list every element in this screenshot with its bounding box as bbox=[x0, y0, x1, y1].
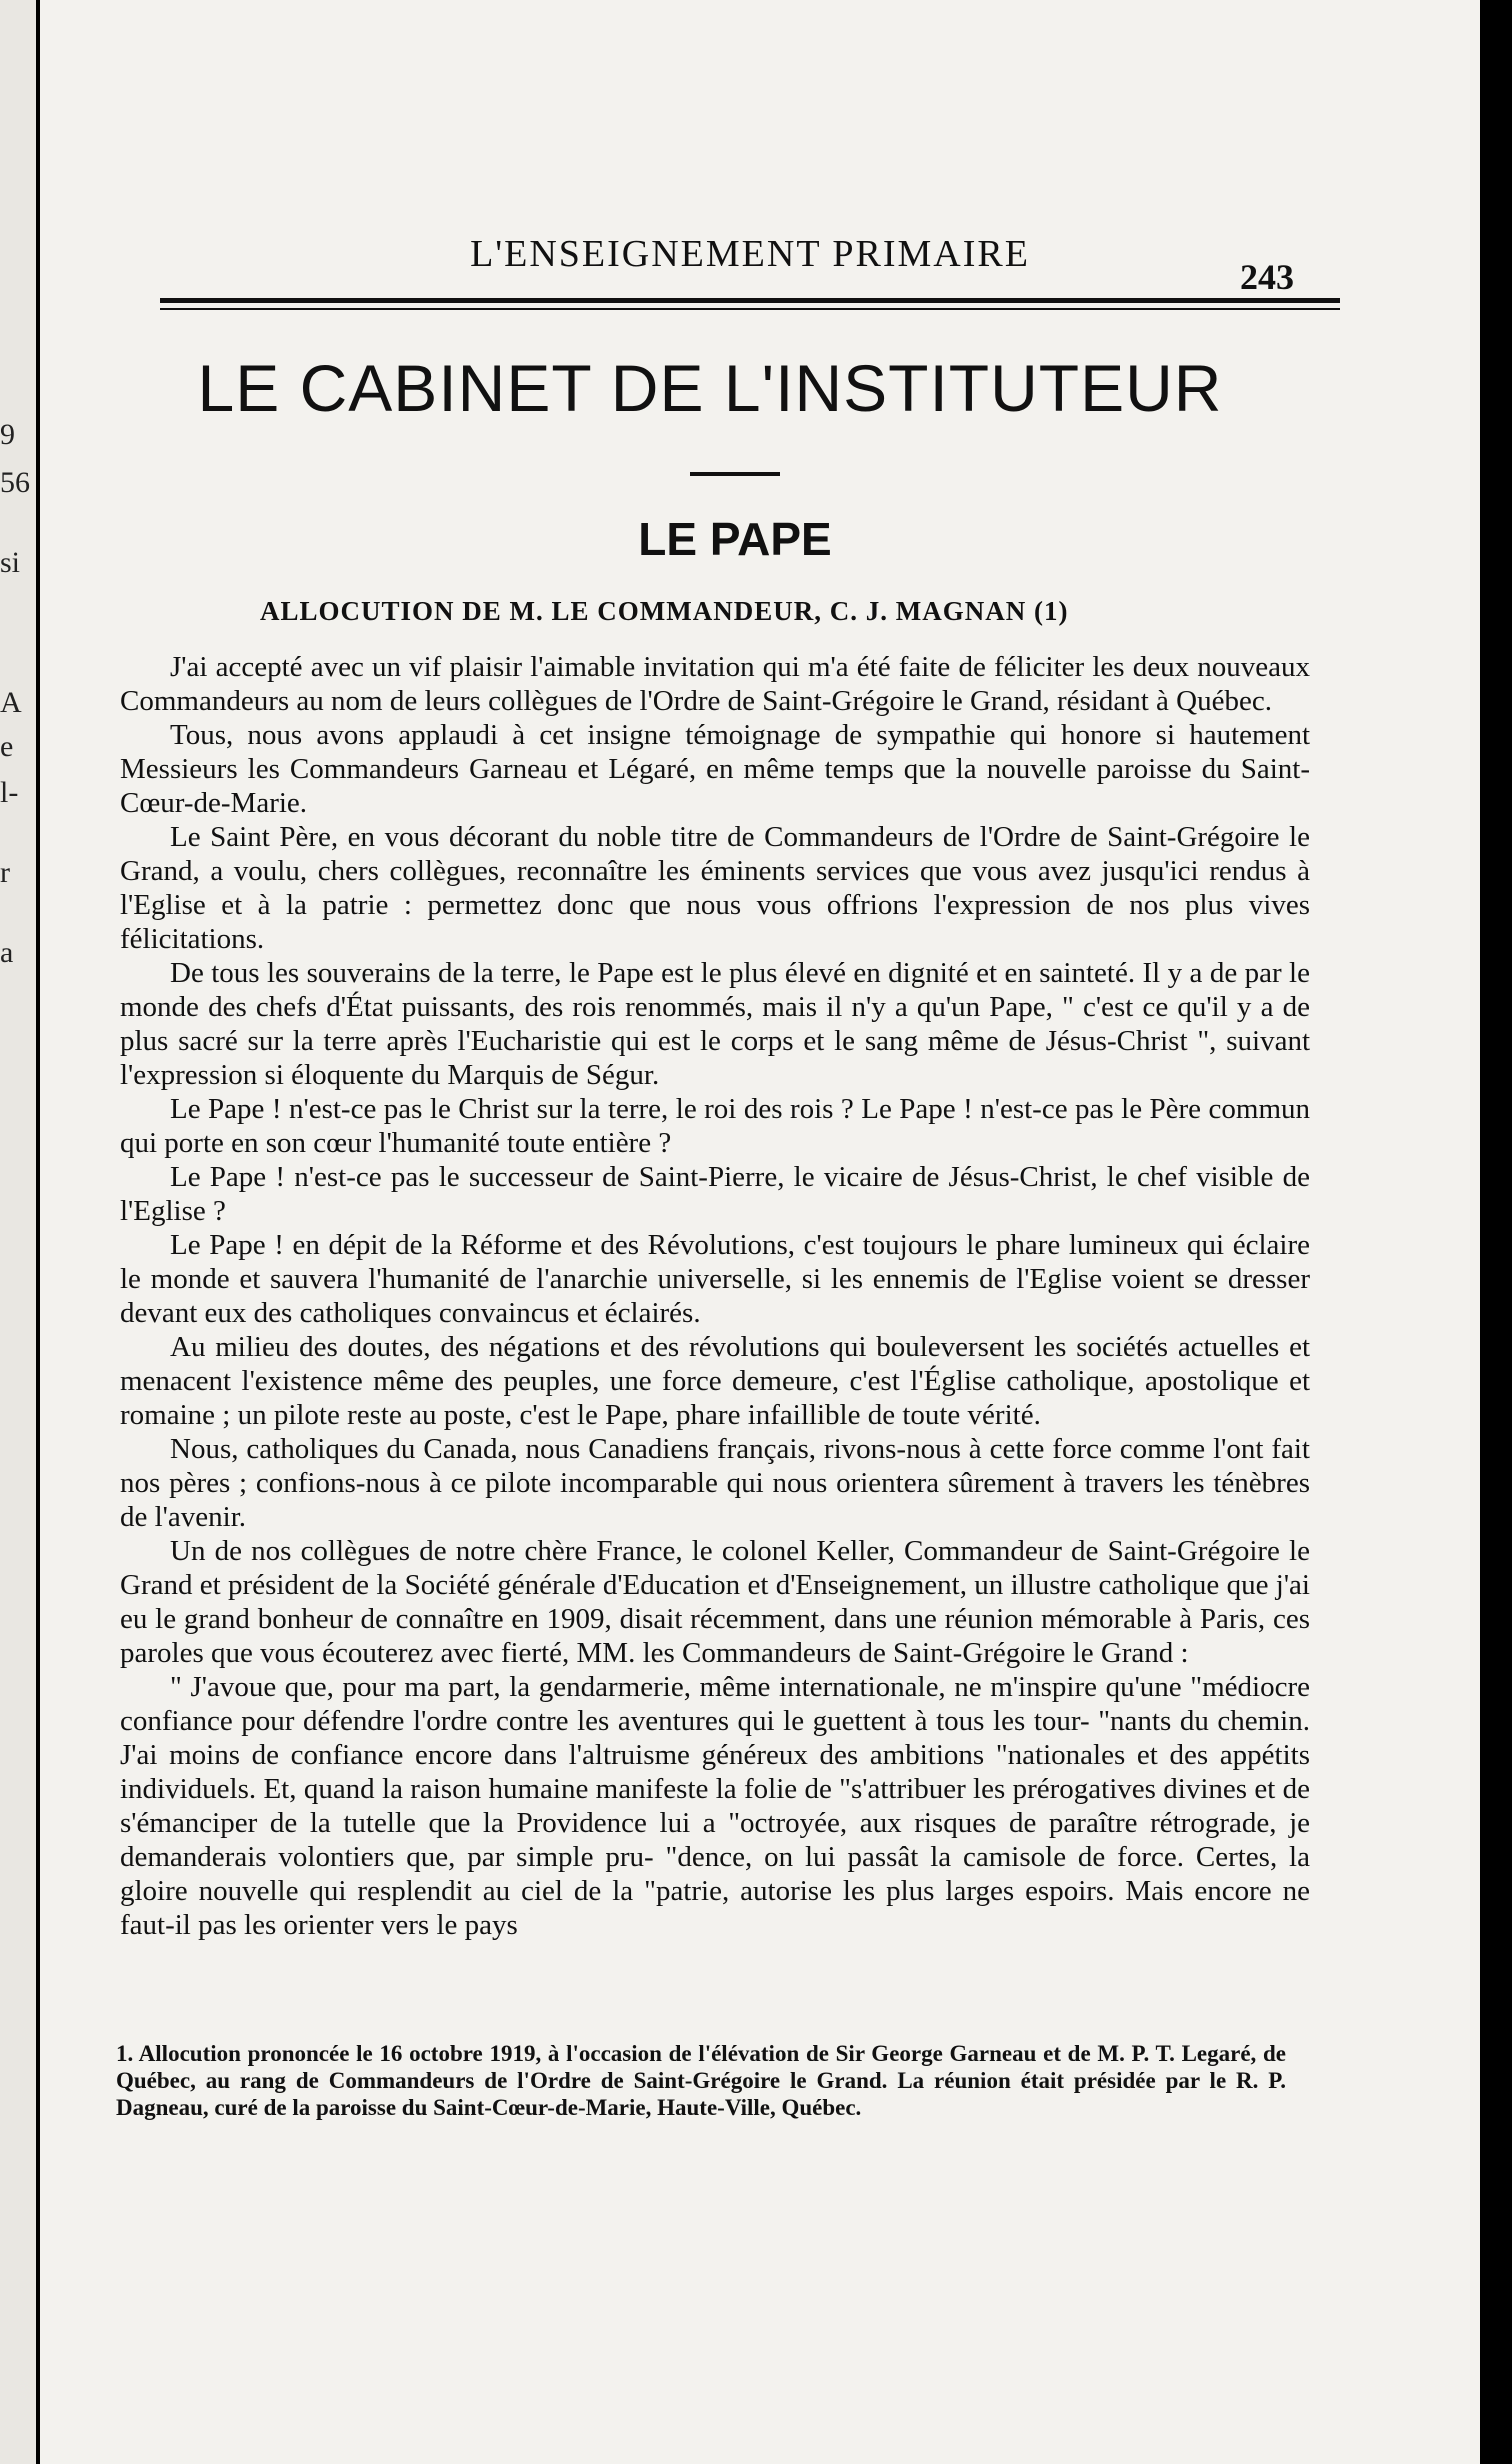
header-rule bbox=[160, 298, 1340, 303]
margin-fragment: si bbox=[0, 546, 21, 579]
section-title: LE CABINET DE L'INSTITUTEUR bbox=[197, 351, 1223, 425]
article-title: LE PAPE bbox=[638, 513, 832, 565]
paragraph: " J'avoue que, pour ma part, la gendarmerie, même internationale, ne m'inspire qu'une "médiocre confiance pour défendre l'ordre contre les aventures qui le guettent à tous les tour- "nants du chemin. J'ai moins de confiance encore dans l'altruisme généreux des ambitions "nationales et des appétits individuels. Et, quand la raison humaine manifeste la folie de "s'attribuer les prérogatives divines et de s'émanciper de la tutelle que la Providence lui a "octroyée, aux risques de paraître rétrograde, je demanderais volontiers que, par simple pru- "dence, on lui passât la camisole de force. Certes, la gloire nouvelle qui resplendit au ciel de la "patrie, autorise les plus larges espoirs. Mais encore ne faut-il pas les orienter vers le pays bbox=[120, 1671, 1310, 1941]
footnote: 1. Allocution prononcée le 16 octobre 1919, à l'occasion de l'élévation de Sir George Garneau et de M. P. T. Legaré, de Québec, au rang de Commandeurs de l'Ordre de Saint-Grégoire le Grand. La réunion était présidée par le R. P. Dagneau, curé de la paroisse du Saint-Cœur-de-Marie, Haute-Ville, Québec. bbox=[116, 2041, 1286, 2120]
paragraph: J'ai accepté avec un vif plaisir l'aimable invitation qui m'a été faite de féliciter les deux nouveaux Commandeurs au nom de leurs collègues de l'Ordre de Saint-Grégoire le Grand, résidant à Québec. bbox=[120, 651, 1310, 717]
title-divider bbox=[690, 472, 780, 476]
article-body bbox=[120, 650, 1310, 1942]
margin-fragment: l- bbox=[0, 776, 19, 809]
paragraph: De tous les souverains de la terre, le Pape est le plus élevé en dignité et en sainteté. Il y a de par le monde des chefs d'État puissants, des rois renommés, mais il n'y a qu'un Pape, " c'est ce qu'il y a de plus sacré sur la terre après l'Eucharistie qui est le corps et le sang même de Jésus-Christ ", suivant l'expression si éloquente du Marquis de Ségur. bbox=[120, 957, 1310, 1091]
paragraph: Un de nos collègues de notre chère France, le colonel Keller, Commandeur de Saint-Grégoire le Grand et président de la Société générale d'Education et d'Enseignement, un illustre catholique que j'ai eu le grand bonheur de connaître en 1909, disait récemment, dans une réunion mémorable à Paris, ces paroles que vous écouterez avec fierté, MM. les Commandeurs de Saint-Grégoire le Grand : bbox=[120, 1535, 1310, 1669]
margin-fragment: 9 bbox=[0, 418, 15, 451]
paragraph: Au milieu des doutes, des négations et des révolutions qui bouleversent les sociétés actuelles et menacent l'existence même des peuples, une force demeure, c'est l'Église catholique, apostolique et romaine ; un pilote reste au poste, c'est le Pape, phare infaillible de toute vérité. bbox=[120, 1331, 1310, 1431]
article-byline: ALLOCUTION DE M. LE COMMANDEUR, C. J. MAGNAN (1) bbox=[260, 596, 1069, 626]
paragraph: Tous, nous avons applaudi à cet insigne témoignage de sympathie qui honore si hautement Messieurs les Commandeurs Garneau et Légaré, en même temps que la nouvelle paroisse du Saint-Cœur-de-Marie. bbox=[120, 719, 1310, 819]
paragraph: Le Pape ! en dépit de la Réforme et des Révolutions, c'est toujours le phare lumineux qui éclaire le monde et sauvera l'humanité de l'anarchie universelle, si les ennemis de l'Eglise voient se dresser devant eux des catholiques convaincus et éclairés. bbox=[120, 1229, 1310, 1329]
margin-fragment: A bbox=[0, 686, 22, 719]
margin-fragment: e bbox=[0, 730, 14, 763]
paragraph: Le Pape ! n'est-ce pas le successeur de Saint-Pierre, le vicaire de Jésus-Christ, le chef visible de l'Eglise ? bbox=[120, 1161, 1310, 1227]
header-rule-thin bbox=[160, 308, 1340, 310]
adjacent-page-edge bbox=[0, 0, 36, 2464]
running-header: L'ENSEIGNEMENT PRIMAIRE bbox=[470, 233, 1030, 275]
paragraph: Nous, catholiques du Canada, nous Canadiens français, rivons-nous à cette force comme l'ont fait nos pères ; confions-nous à ce pilote incomparable qui nous orientera sûrement à travers les ténèbres de l'avenir. bbox=[120, 1433, 1310, 1533]
paragraph: Le Pape ! n'est-ce pas le Christ sur la terre, le roi des rois ? Le Pape ! n'est-ce pas le Père commun qui porte en son cœur l'humanité toute entière ? bbox=[120, 1093, 1310, 1159]
page-number: 243 bbox=[1240, 257, 1294, 297]
margin-fragment: a bbox=[0, 936, 14, 969]
paragraph: Le Saint Père, en vous décorant du noble titre de Commandeurs de l'Ordre de Saint-Grégoire le Grand, a voulu, chers collègues, reconnaître les éminents services que vous avez jusqu'ici rendus à l'Eglise et à la patrie : permettez donc que nous vous offrions l'expression de nos plus vives félicitations. bbox=[120, 821, 1310, 955]
margin-fragment: r bbox=[0, 856, 10, 889]
document-page bbox=[40, 0, 1480, 2464]
margin-fragment: 56 bbox=[0, 466, 30, 499]
